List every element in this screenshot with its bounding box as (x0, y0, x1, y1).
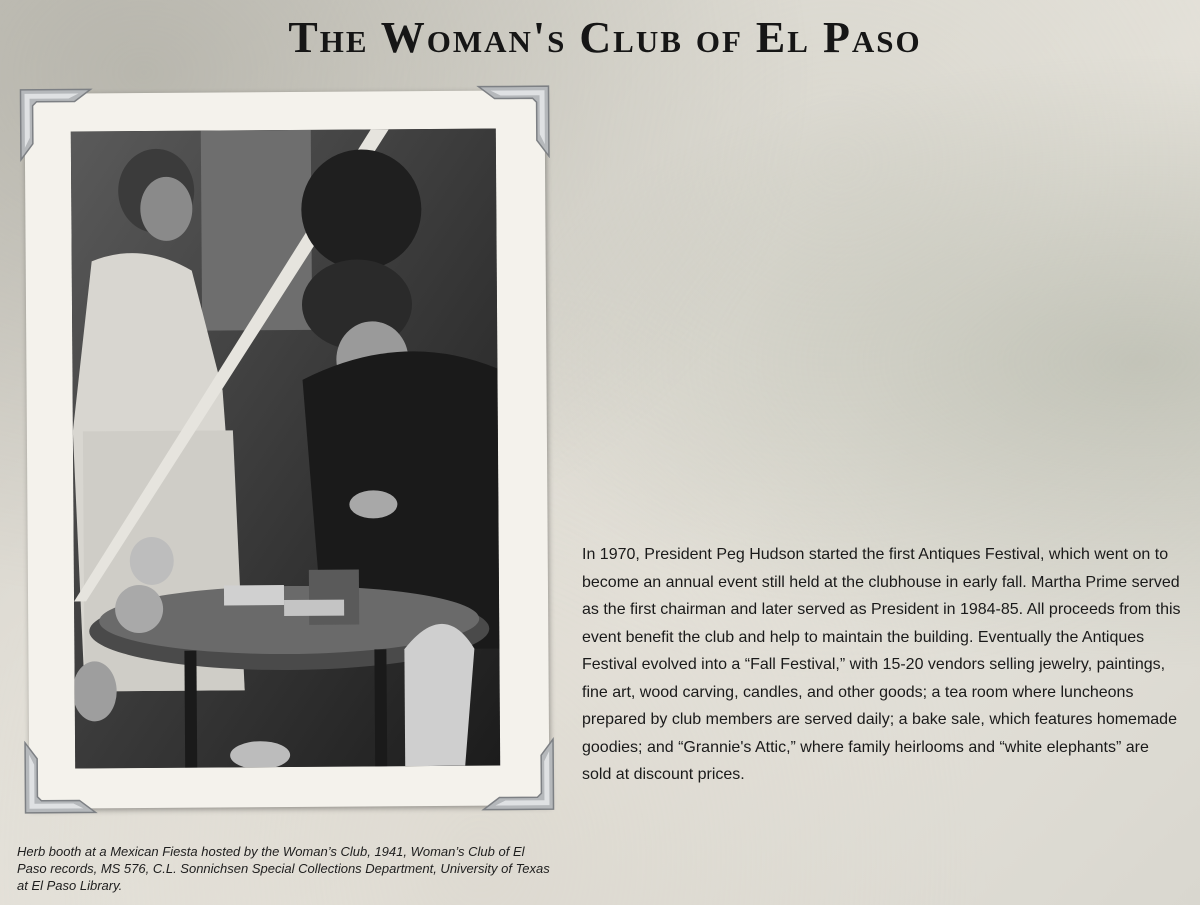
article-paragraph: In 1970, President Peg Hudson started the first Antiques Festival, which went on to become an annual event still held at the clubhouse in early fall. Martha Prime served as the first chairman and later served as President in 1984-85. All proceeds from this event benefit the club and help to maintain the building. Eventually the Antiques Festival evolved into a “Fall Festival,” with 15-20 vendors selling jewelry, paintings, fine art, wood carving, candles, and other goods; a tea room where luncheons prepared by club members are served daily; a bake sale, which features homemade goodies; and “Grannie's Attic,” where family heirlooms and “white elephants” are sold at discount prices. (582, 546, 1181, 783)
herb-booth-photo-illustration (71, 129, 500, 769)
photo-corner-icon (18, 87, 93, 162)
historical-photo (71, 129, 500, 769)
photo-caption: Herb booth at a Mexican Fiesta hosted by the Woman’s Club, 1941, Woman’s Club of El Paso records, MS 576, C.L. Sonnichsen Special Collections Department, University of Texas at El Paso Library. (17, 844, 550, 893)
photo-corner-icon (476, 84, 551, 159)
photo-corner-icon (23, 740, 98, 815)
photo-frame (25, 90, 550, 809)
page-title: The Woman's Club of El Paso (288, 13, 922, 62)
photo-corner-icon (481, 737, 556, 812)
